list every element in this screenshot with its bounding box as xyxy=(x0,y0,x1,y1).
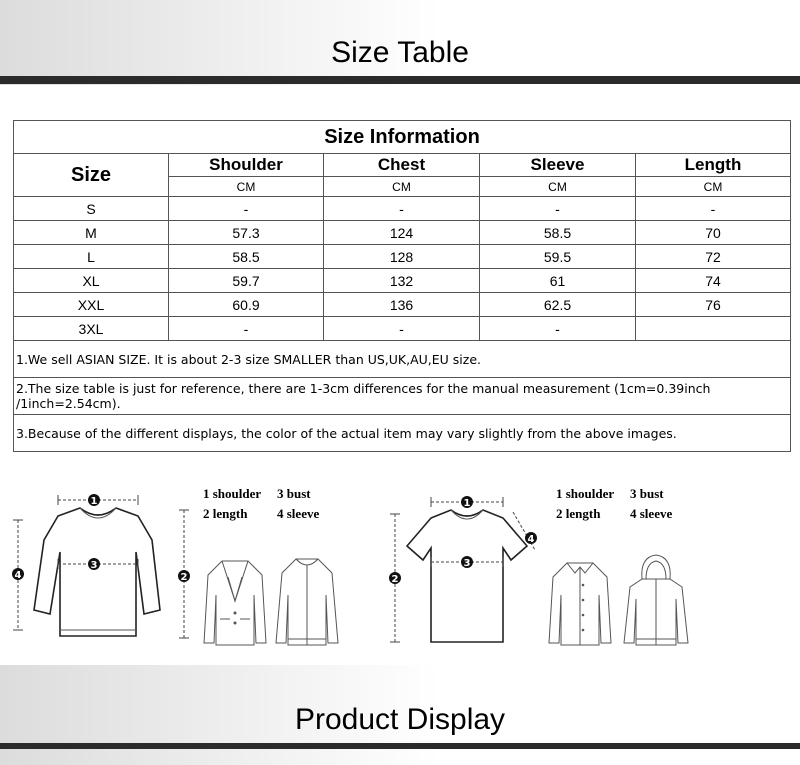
svg-text:3: 3 xyxy=(463,558,471,569)
chest-cell: 132 xyxy=(324,269,480,293)
chest-header: Chest xyxy=(324,154,480,177)
bottom-banner xyxy=(0,665,800,765)
sleeve-cell: 62.5 xyxy=(480,293,636,317)
length-cell xyxy=(636,317,791,341)
marker-shoulder xyxy=(88,494,100,507)
unit-label: CM xyxy=(480,177,636,197)
hoodie-sketch xyxy=(620,553,692,650)
legend-sleeve: 4 sleeve xyxy=(277,506,320,521)
size-cell: L xyxy=(14,245,169,269)
marker-length xyxy=(178,570,190,583)
svg-text:4: 4 xyxy=(14,570,22,581)
note-color: 3.Because of the different displays, the color of the actual item may vary slightly from the above images. xyxy=(14,415,791,452)
measurement-legend-right xyxy=(556,484,672,524)
table-row xyxy=(14,221,791,245)
shoulder-cell: 58.5 xyxy=(169,245,324,269)
sleeve-cell: 61 xyxy=(480,269,636,293)
size-column-header: Size xyxy=(14,154,169,197)
marker-shoulder xyxy=(461,496,473,509)
sleeve-cell: 59.5 xyxy=(480,245,636,269)
shoulder-cell: 60.9 xyxy=(169,293,324,317)
svg-text:3: 3 xyxy=(90,560,98,571)
legend-length: 2 length xyxy=(203,506,248,521)
shoulder-cell: 57.3 xyxy=(169,221,324,245)
chest-cell: 136 xyxy=(324,293,480,317)
shoulder-header: Shoulder xyxy=(169,154,324,177)
size-cell: S xyxy=(14,197,169,221)
table-row xyxy=(14,269,791,293)
legend-shoulder: 1 shoulder xyxy=(556,486,615,501)
chest-cell: - xyxy=(324,197,480,221)
sleeve-cell: - xyxy=(480,197,636,221)
sleeve-header: Sleeve xyxy=(480,154,636,177)
table-row xyxy=(14,245,791,269)
sleeve-cell: 58.5 xyxy=(480,221,636,245)
length-cell: - xyxy=(636,197,791,221)
length-header: Length xyxy=(636,154,791,177)
size-cell: M xyxy=(14,221,169,245)
legend-bust: 3 bust xyxy=(630,486,664,501)
size-information-table xyxy=(13,120,791,452)
size-cell: 3XL xyxy=(14,317,169,341)
length-cell: 74 xyxy=(636,269,791,293)
top-banner xyxy=(0,0,800,85)
chest-cell: - xyxy=(324,317,480,341)
shoulder-cell: 59.7 xyxy=(169,269,324,293)
tshirt-outline xyxy=(407,510,527,642)
blazer-sketch xyxy=(200,555,270,650)
tshirt-measurement-diagram xyxy=(385,490,550,650)
legend-bust: 3 bust xyxy=(277,486,311,501)
chest-cell: 124 xyxy=(324,221,480,245)
svg-text:1: 1 xyxy=(463,498,471,509)
note-measurement: 2.The size table is just for reference, there are 1-3cm differences for the manual measurement (1cm=0.39inch /1inch=2.54cm). xyxy=(14,378,791,415)
chest-cell: 128 xyxy=(324,245,480,269)
marker-sleeve xyxy=(525,532,537,545)
size-table-title: Size Table xyxy=(331,36,469,69)
table-row xyxy=(14,197,791,221)
jacket-sketch xyxy=(272,555,342,650)
unit-label: CM xyxy=(324,177,480,197)
table-row xyxy=(14,293,791,317)
legend-length: 2 length xyxy=(556,506,601,521)
banner-divider xyxy=(0,743,800,749)
unit-label: CM xyxy=(169,177,324,197)
sleeve-cell: - xyxy=(480,317,636,341)
svg-text:1: 1 xyxy=(90,496,98,507)
shoulder-cell: - xyxy=(169,317,324,341)
sweater-outline xyxy=(34,508,160,636)
note-asian-size: 1.We sell ASIAN SIZE. It is about 2-3 size SMALLER than US,UK,AU,EU size. xyxy=(14,341,791,378)
marker-sleeve xyxy=(12,568,24,581)
size-cell: XL xyxy=(14,269,169,293)
table-row xyxy=(14,317,791,341)
marker-length xyxy=(389,572,401,585)
shoulder-cell: - xyxy=(169,197,324,221)
svg-text:4: 4 xyxy=(527,534,535,545)
length-cell: 72 xyxy=(636,245,791,269)
legend-shoulder: 1 shoulder xyxy=(203,486,262,501)
product-display-title: Product Display xyxy=(294,703,506,736)
banner-divider xyxy=(0,76,800,84)
measurement-legend-left xyxy=(203,484,319,524)
size-cell: XXL xyxy=(14,293,169,317)
length-cell: 70 xyxy=(636,221,791,245)
table-caption: Size Information xyxy=(14,121,791,154)
svg-text:2: 2 xyxy=(391,574,399,585)
sweater-measurement-diagram xyxy=(10,480,200,650)
svg-text:2: 2 xyxy=(180,572,188,583)
legend-sleeve: 4 sleeve xyxy=(630,506,673,521)
length-cell: 76 xyxy=(636,293,791,317)
unit-label: CM xyxy=(636,177,791,197)
shirt-sketch xyxy=(545,555,615,650)
